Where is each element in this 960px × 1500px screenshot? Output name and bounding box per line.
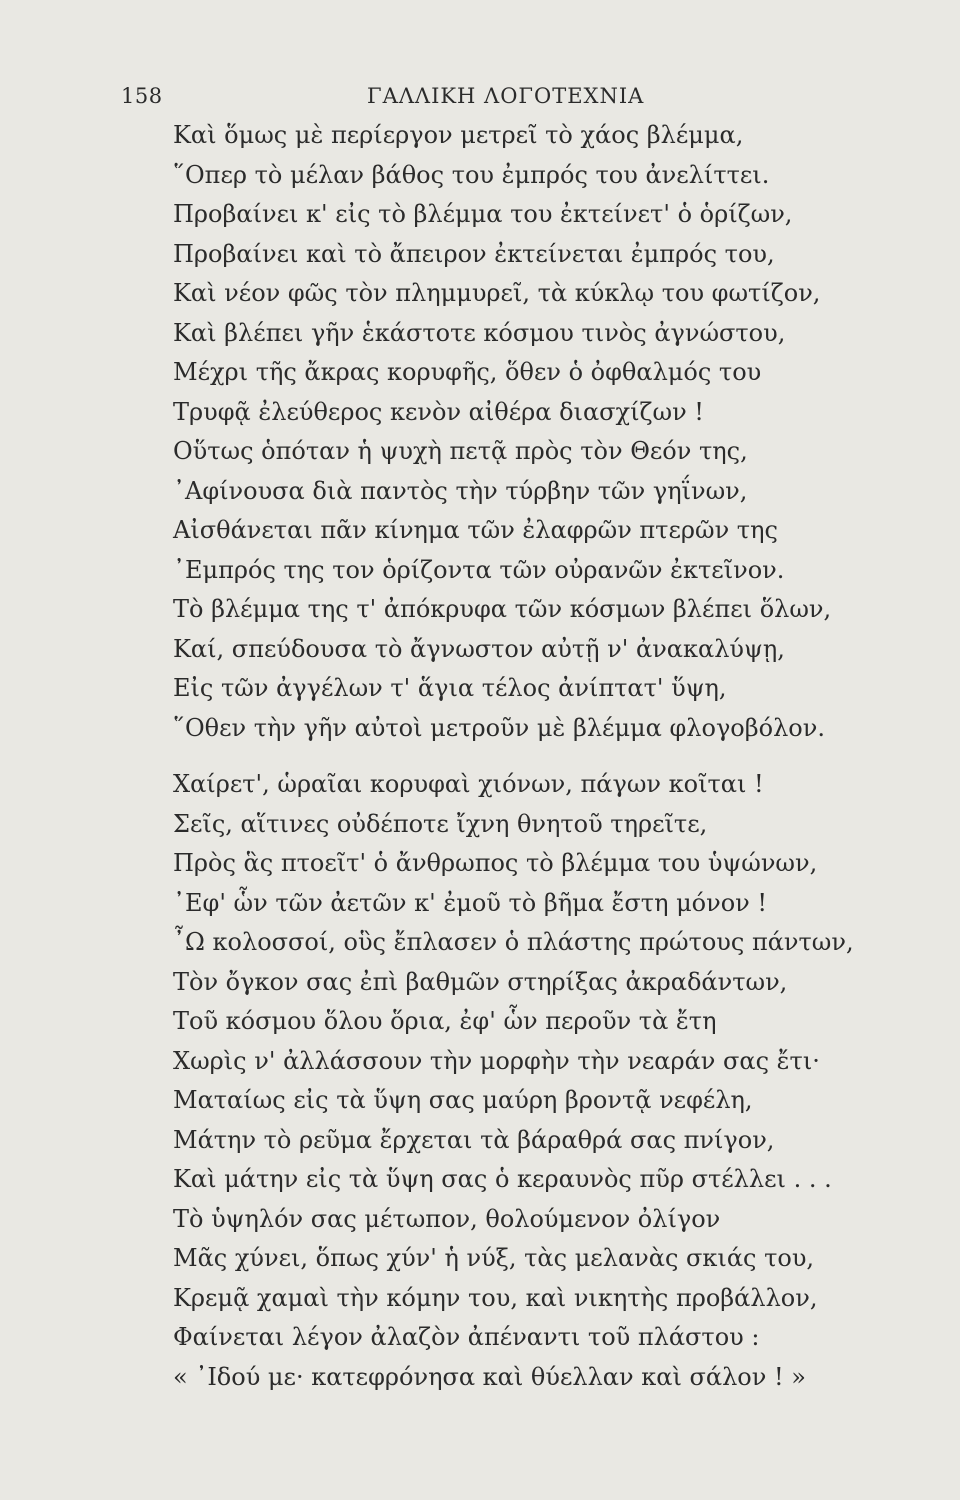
page-number: 158 (121, 84, 163, 108)
verse-line: ᾿Εφ' ὧν τῶν ἀετῶν κ' ἐμοῦ τὸ βῆμα ἔστη μόνον ! (173, 888, 768, 917)
verse-line: Πρὸς ἃς πτοεῖτ' ὁ ἄνθρωπος τὸ βλέμμα του ὑψώνων, (173, 849, 818, 877)
verse-line: Ματαίως εἰς τὰ ὕψη σας μαύρη βροντᾷ νεφέλη, (173, 1086, 753, 1114)
verse-line: Φαίνεται λέγον ἀλαζὸν ἀπέναντι τοῦ πλάστου : (173, 1323, 760, 1351)
verse-line: Τὸν ὄγκον σας ἐπὶ βαθμῶν στηρίξας ἀκραδάντων, (173, 967, 788, 996)
verse-line: Καὶ νέον φῶς τὸν πλημμυρεῖ, τὰ κύκλῳ του φωτίζον, (173, 279, 821, 307)
verse-line: Μέχρι τῆς ἄκρας κορυφῆς, ὅθεν ὁ ὀφθαλμός του (173, 358, 762, 386)
running-head: ΓΑΛΛΙΚΗ ΛΟΓΟΤΕΧΝΙΑ (367, 84, 645, 108)
verse-line: Τὸ ὑψηλόν σας μέτωπον, θολούμενον ὀλίγον (173, 1204, 721, 1233)
verse-line: Αἰσθάνεται πᾶν κίνημα τῶν ἐλαφρῶν πτερῶν της (173, 516, 778, 544)
verse-line: Χαίρετ', ὡραῖαι κορυφαὶ χιόνων, πάγων κοῖται ! (173, 770, 764, 798)
verse-line: Σεῖς, αἵτινες οὐδέποτε ἴχνη θνητοῦ τηρεῖτε, (173, 809, 708, 838)
verse-line: Χωρὶς ν' ἀλλάσσουν τὴν μορφὴν τὴν νεαράν σας ἔτι· (173, 1046, 820, 1075)
verse-line: « ᾿Ιδού με· κατεφρόνησα καὶ θύελλαν καὶ σάλον ! » (173, 1362, 806, 1391)
verse-line: Τοῦ κόσμου ὅλου ὅρια, ἐφ' ὧν περοῦν τὰ ἔτη (173, 1007, 717, 1035)
verse-line: Προβαίνει κ' εἰς τὸ βλέμμα του ἐκτείνετ' ὁ ὁρίζων, (173, 200, 793, 228)
verse-line: Καὶ μάτην εἰς τὰ ὕψη σας ὁ κεραυνὸς πῦρ στέλλει . . . (173, 1165, 832, 1193)
verse-line: Καὶ βλέπει γῆν ἑκάστοτε κόσμου τινὸς ἀγνώστου, (173, 318, 786, 347)
poem-stanza (173, 765, 854, 1397)
verse-line: ῏Ω κολοσσοί, οὓς ἔπλασεν ὁ πλάστης πρώτους πάντων, (173, 928, 854, 956)
verse-line: ᾿Εμπρός της τον ὁρίζοντα τῶν οὐρανῶν ἐκτεῖνον. (173, 555, 785, 584)
verse-line: Προβαίνει καὶ τὸ ἄπειρον ἐκτείνεται ἐμπρός του, (173, 239, 775, 268)
verse-line: Μάτην τὸ ρεῦμα ἔρχεται τὰ βάραθρά σας πνίγον, (173, 1125, 775, 1154)
verse-line: Οὕτως ὁπόταν ἡ ψυχὴ πετᾷ πρὸς τὸν Θεόν της, (173, 437, 748, 465)
verse-line: Κρεμᾷ χαμαὶ τὴν κόμην του, καὶ νικητὴς προβάλλον, (173, 1283, 818, 1312)
verse-line: Τρυφᾷ ἐλεύθερος κενὸν αἰθέρα διασχίζων ! (173, 397, 704, 426)
verse-line: Καί, σπεύδουσα τὸ ἄγνωστον αὐτῇ ν' ἀνακαλύψῃ, (173, 634, 785, 663)
verse-line: ῞Οθεν τὴν γῆν αὐτοὶ μετροῦν μὲ βλέμμα φλογοβόλον. (173, 713, 825, 742)
verse-line: ᾿Αφίνουσα διὰ παντὸς τὴν τύρβην τῶν γηΐνων, (173, 476, 748, 505)
verse-line: Μᾶς χύνει, ὅπως χύν' ἡ νύξ, τὰς μελανὰς σκιάς του, (173, 1244, 815, 1272)
verse-line: Τὸ βλέμμα της τ' ἀπόκρυφα τῶν κόσμων βλέπει ὅλων, (173, 595, 832, 623)
verse-line: Εἰς τῶν ἀγγέλων τ' ἅγια τέλος ἀνίπτατ' ὕψη, (173, 674, 727, 702)
poem-stanza (173, 116, 831, 748)
verse-line: Καὶ ὅμως μὲ περίεργον μετρεῖ τὸ χάος βλέμμα, (173, 121, 744, 149)
verse-line: ῞Οπερ τὸ μέλαν βάθος του ἐμπρός του ἀνελίττει. (173, 160, 770, 189)
